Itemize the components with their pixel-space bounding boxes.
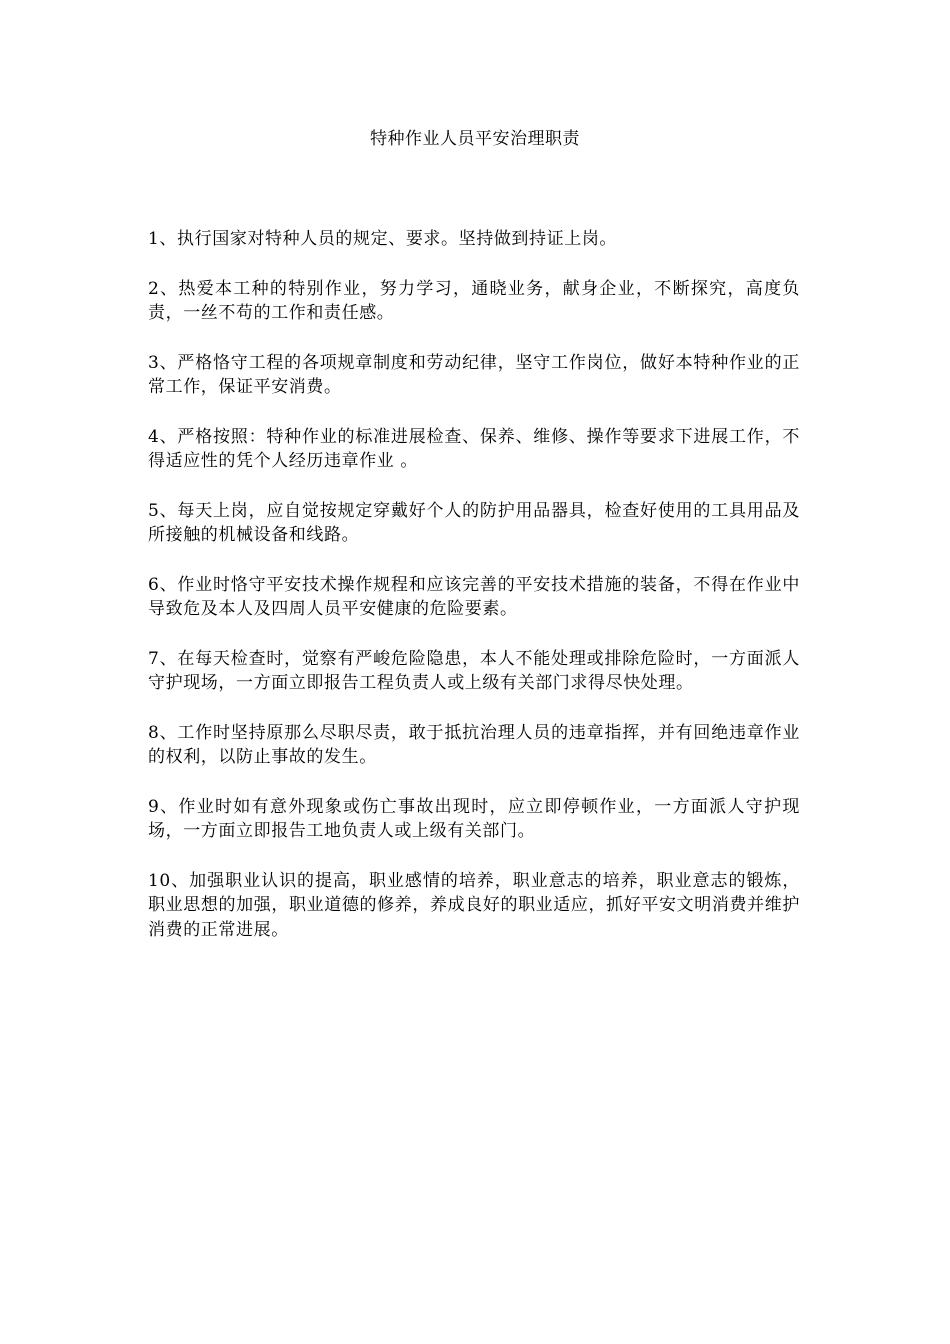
clause-10: 10、加强职业认识的提高，职业感情的培养，职业意志的培养，职业意志的锻炼，职业思想的加强，职业道德的修养，养成良好的职业适应，抓好平安文明消费并维护消费的正常进展。 [148,870,800,940]
clause-8: 8、工作时坚持原那么尽职尽责，敢于抵抗治理人员的违章指挥，并有回绝违章作业的权利，以防止事故的发生。 [148,722,800,767]
clause-6: 6、作业时恪守平安技术操作规程和应该完善的平安技术措施的装备，不得在作业中导致危及本人及四周人员平安健康的危险要素。 [148,574,800,619]
clause-2: 2、热爱本工种的特别作业，努力学习，通晓业务，献身企业，不断探究，高度负责，一丝不苟的工作和责任感。 [148,278,800,323]
clause-3: 3、严格恪守工程的各项规章制度和劳动纪律，坚守工作岗位，做好本特种作业的正常工作，保证平安消费。 [148,352,800,397]
clause-9: 9、作业时如有意外现象或伤亡事故出现时，应立即停顿作业，一方面派人守护现场，一方面立即报告工地负责人或上级有关部门。 [148,796,800,841]
document-title: 特种作业人员平安治理职责 [370,129,580,149]
clause-1: 1、执行国家对特种人员的规定、要求。坚持做到持证上岗。 [148,229,618,249]
clause-5: 5、每天上岗，应自觉按规定穿戴好个人的防护用品器具，检查好使用的工具用品及所接触的机械设备和线路。 [148,500,800,545]
clause-4: 4、严格按照：特种作业的标准进展检查、保养、维修、操作等要求下进展工作，不得适应性的凭个人经历违章作业 。 [148,426,800,471]
clause-7: 7、在每天检查时，觉察有严峻危险隐患，本人不能处理或排除危险时，一方面派人守护现场，一方面立即报告工程负责人或上级有关部门求得尽快处理。 [148,648,800,693]
clause-list [148,227,800,967]
